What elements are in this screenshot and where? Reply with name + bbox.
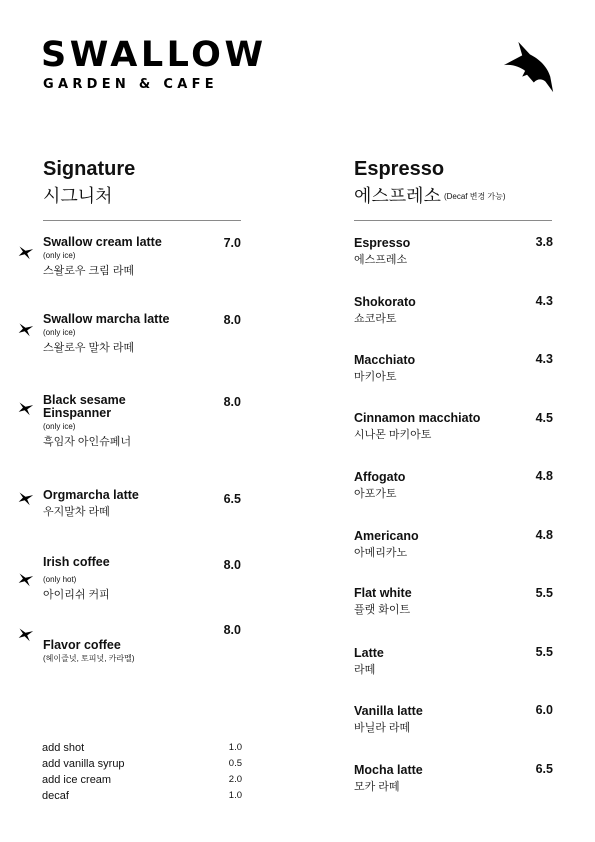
swallow-bird-icon [17, 490, 34, 507]
espresso-divider [354, 220, 552, 221]
item-name-kr: 에스프레소 [354, 254, 408, 266]
item-price: 8.0 [223, 313, 241, 327]
item-name-kr: 시나몬 마키아토 [354, 429, 432, 441]
item-price: 4.8 [535, 528, 553, 542]
brand-name: SWALLOW [41, 35, 267, 75]
item-name: Swallow cream latte [43, 235, 162, 249]
signature-title-kr: 시그니처 [43, 186, 113, 206]
swallow-bird-icon [17, 626, 34, 643]
item-name-kr: 우지말차 라떼 [43, 506, 110, 518]
item-name: Cinnamon macchiato [354, 411, 481, 425]
item-note: (only ice) [43, 328, 76, 337]
list-item [43, 313, 169, 355]
item-price: 8.0 [223, 558, 241, 572]
item-price: 8.0 [223, 623, 241, 637]
list-item [354, 530, 419, 560]
list-item [354, 647, 384, 677]
item-name: Black sesame [43, 393, 126, 407]
swallow-bird-icon [499, 38, 557, 96]
addon-label: add ice cream [42, 774, 112, 786]
list-item [43, 394, 131, 449]
item-name-kr: 아포가토 [354, 488, 397, 500]
item-price: 4.3 [535, 352, 553, 366]
item-name: Flat white [354, 586, 412, 600]
list-item [354, 354, 415, 384]
espresso-title-kr: 에스프레소 [354, 186, 441, 206]
addon-price: 2.0 [228, 774, 242, 785]
item-price: 7.0 [223, 236, 241, 250]
item-name-kr: 아메리카노 [354, 547, 408, 559]
item-note: (헤이즐넛, 토피넛, 카라멜) [43, 654, 135, 663]
item-name: Latte [354, 646, 384, 660]
item-price: 4.3 [535, 294, 553, 308]
item-price: 6.5 [223, 492, 241, 506]
addon-row [42, 756, 242, 772]
item-name: Shokorato [354, 295, 416, 309]
item-name-kr: 스왈로우 크림 라떼 [43, 265, 135, 277]
item-name: Irish coffee [43, 555, 110, 569]
item-price: 5.5 [535, 645, 553, 659]
item-price: 5.5 [535, 586, 553, 600]
swallow-bird-icon [17, 571, 34, 588]
item-name: Flavor coffee [43, 638, 121, 652]
item-price: 8.0 [223, 395, 241, 409]
item-name: Vanilla latte [354, 704, 423, 718]
decaf-note: (Decaf 변경 가능) [443, 192, 506, 201]
addon-row [42, 740, 242, 756]
addon-row [42, 772, 242, 788]
list-item [354, 705, 423, 735]
espresso-title: Espresso [354, 158, 445, 180]
item-name: Orgmarcha latte [43, 488, 139, 502]
list-item [354, 237, 410, 267]
item-name-line2: Einspanner [43, 406, 112, 420]
item-name: Mocha latte [354, 763, 423, 777]
addon-price: 1.0 [228, 790, 242, 801]
item-name-kr: 플랫 화이트 [354, 604, 411, 616]
item-note: (only ice) [43, 422, 76, 431]
swallow-bird-icon [17, 400, 34, 417]
list-item [43, 489, 139, 519]
espresso-title-kr-row [354, 185, 506, 208]
item-name-kr: 스왈로우 말차 라떼 [43, 342, 135, 354]
swallow-bird-icon [17, 244, 34, 261]
item-note: (only ice) [43, 251, 76, 260]
item-name: Swallow marcha latte [43, 312, 170, 326]
swallow-bird-icon [17, 321, 34, 338]
list-item [354, 296, 416, 326]
item-note: (only hot) [43, 575, 77, 584]
item-name: Espresso [354, 236, 411, 250]
list-item [354, 587, 412, 617]
item-price: 6.5 [535, 762, 553, 776]
list-item [43, 639, 135, 664]
item-name-kr: 아이리쉬 커피 [43, 589, 110, 601]
list-item [354, 471, 405, 501]
item-name-kr: 모카 라떼 [354, 781, 400, 793]
item-price: 4.8 [535, 469, 553, 483]
item-name-kr: 바닐라 라떼 [354, 722, 411, 734]
item-name: Affogato [354, 470, 406, 484]
addon-price: 1.0 [228, 742, 242, 753]
item-name-kr: 흑임자 아인슈페너 [43, 436, 132, 448]
addon-label: decaf [42, 790, 69, 802]
item-name-kr: 마키아토 [354, 371, 397, 383]
list-item [354, 764, 423, 794]
addon-price: 0.5 [228, 758, 242, 769]
signature-title: Signature [43, 158, 136, 180]
list-item [43, 236, 162, 278]
signature-divider [43, 220, 241, 221]
item-price: 3.8 [535, 235, 553, 249]
item-price: 4.5 [535, 411, 553, 425]
list-item [43, 556, 110, 602]
item-name-kr: 쇼코라토 [354, 313, 397, 325]
item-name-kr: 라떼 [354, 664, 376, 676]
item-name: Macchiato [354, 353, 416, 367]
item-name: Americano [354, 529, 419, 543]
addon-list [42, 740, 242, 804]
addon-label: add vanilla syrup [42, 758, 125, 770]
brand-tagline: GARDEN & CAFE [43, 77, 218, 92]
addon-label: add shot [42, 742, 85, 754]
addon-row [42, 788, 242, 804]
item-price: 6.0 [535, 703, 553, 717]
list-item [354, 412, 480, 442]
